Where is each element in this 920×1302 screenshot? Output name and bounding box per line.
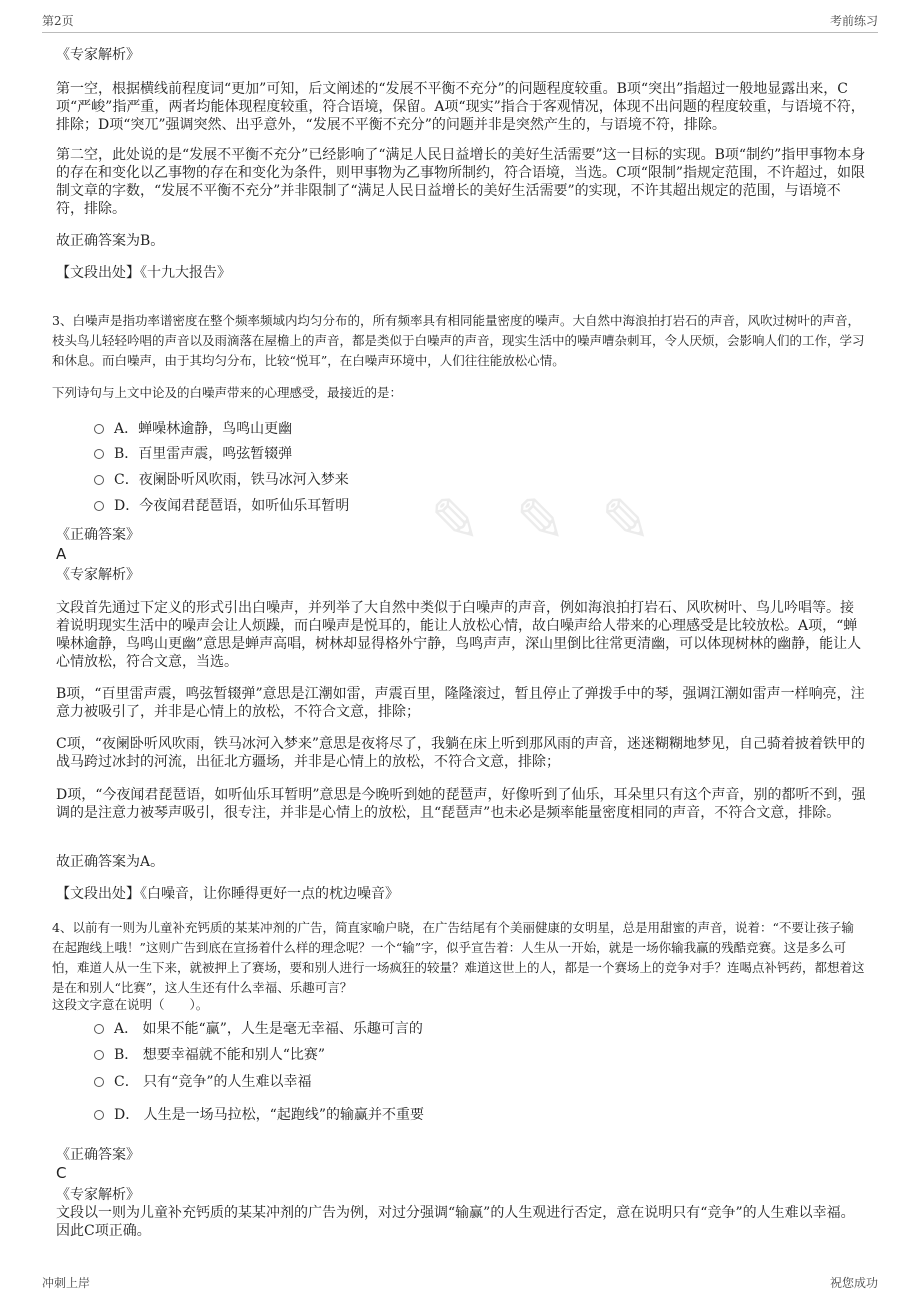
page-footer bbox=[42, 1274, 878, 1294]
option-c[interactable]: C．夜阑卧听风吹雨，铁马冰河入梦来 bbox=[94, 471, 349, 489]
option-b[interactable]: B．百里雷声震，鸣弦暂辍弹 bbox=[94, 445, 292, 463]
analysis-paragraph: 第二空，此处说的是“发展不平衡不充分”已经影响了“满足人民日益增长的美好生活需要”这一目标的实现。B项“制约”指甲事物本身的存在和变化以乙事物的存在和变化为条件，则甲事物为乙事物所制约，符合语境，当选。C项“限制”指规定范围，不许超过，如限制文章的字数，“发展不平衡不充分”并非限制了“满足人民日益增长的美好生活需要”的实现，不许其超出规定的范围，与语境不符，排除。 bbox=[56, 147, 866, 217]
question-stem: 4、以前有一则为儿童补充钙质的某某冲剂的广告，简直家喻户晓，在广告结尾有个美丽健康的女明星，总是用甜蜜的声音，说着：“不要让孩子输在起跑线上哦！”这则广告到底在宣扬着什么样的理念呢？一个“输”字，似乎宣告着：人生从一开始，就是一场你输我赢的残酷竞赛。这是多么可怕，难道人从一生下来，就被押上了赛场，要和别人进行一场疯狂的较量？难道这世上的人，都是一个赛场上的竞争对手？连喝点补钙药，都想着这是在和别人“比赛”，这人生还有什么幸福、乐趣可言？ bbox=[52, 920, 865, 995]
source-citation: 【文段出处】《十九大报告》 bbox=[56, 265, 231, 281]
option-b[interactable]: B． 想要幸福就不能和别人“比赛” bbox=[94, 1046, 325, 1064]
conclusion: 故正确答案为B。 bbox=[56, 233, 165, 249]
analysis-paragraph: C项，“夜阑卧听风吹雨，铁马冰河入梦来”意思是夜将尽了，我躺在床上听到那风雨的声音，迷迷糊糊地梦见，自己骑着披着铁甲的战马跨过冰封的河流，出征北方疆场，并非是心情上的放松，不符合文意，排除； bbox=[56, 736, 866, 770]
source-citation: 【文段出处】《白噪音，让你睡得更好一点的枕边噪音》 bbox=[56, 886, 399, 902]
footer-right: 祝您成功 bbox=[829, 1276, 878, 1290]
header-title: 考前练习 bbox=[829, 14, 878, 28]
correct-answer-label: 《正确答案》 bbox=[56, 1147, 140, 1163]
radio-icon[interactable] bbox=[94, 449, 104, 459]
analysis-paragraph: 文段首先通过下定义的形式引出白噪声，并列举了大自然中类似于白噪声的声音，例如海浪拍打岩石、风吹树叶、鸟儿吟唱等。接着说明现实生活中的噪声会让人烦躁，而白噪声是悦耳的，能让人放松心情，故白噪声给人带来的心理感受是比较放松。A项，“蝉噪林逾静，鸟鸣山更幽”意思是蝉声高唱，树林却显得格外宁静，鸟鸣声声，深山里倒比往常更清幽，可以体现树林的幽静，能让人心情放松，符合文意，当选。 bbox=[56, 600, 862, 670]
radio-icon[interactable] bbox=[94, 424, 104, 434]
radio-icon[interactable] bbox=[94, 1050, 104, 1060]
option-d[interactable]: D． 人生是一场马拉松，“起跑线”的输赢并不重要 bbox=[94, 1106, 424, 1124]
analysis-paragraph: D项，“今夜闻君琵琶语，如听仙乐耳暂明”意思是今晚听到她的琵琶声，好像听到了仙乐，耳朵里只有这个声音，别的都听不到，强调的是注意力被琴声吸引，很专注，并非是心情上的放松，且“琵琶声”也未必是频率能量密度相同的声音，不符合文意，排除。 bbox=[56, 787, 866, 821]
question-stem: 3、白噪声是指功率谱密度在整个频率频域内均匀分布的，所有频率具有相同能量密度的噪声。大自然中海浪拍打岩石的声音，风吹过树叶的声音，枝头鸟儿轻轻吟唱的声音以及雨滴落在屋檐上的声音，都是类似于白噪声的声音，现实生活中的噪声嘈杂刺耳，令人厌烦，会影响人们的工作，学习和休息。而白噪声，由于其均匀分布，比较“悦耳”，在白噪声环境中，人们往往能放松心情。 bbox=[52, 313, 865, 368]
footer-left: 冲刺上岸 bbox=[42, 1276, 91, 1290]
option-c[interactable]: C． 只有“竞争”的人生难以幸福 bbox=[94, 1073, 311, 1091]
radio-icon[interactable] bbox=[94, 1024, 104, 1034]
correct-answer-label: 《正确答案》 bbox=[56, 527, 140, 543]
page-header bbox=[42, 12, 878, 33]
correct-answer: A bbox=[56, 545, 67, 563]
analysis-paragraph: 第一空，根据横线前程度词“更加”可知，后文阐述的“发展不平衡不充分”的问题程度较重。B项“突出”指超过一般地显露出来，C项“严峻”指严重，两者均能体现程度较重，符合语境，保留。A项“现实”指合于客观情况，体现不出问题的程度较重，与语境不符，排除；D项“突兀”强调突然、出乎意外，“发展不平衡不充分”的问题并非是突然产生的，与语境不符，排除。 bbox=[56, 81, 865, 133]
page-number: 第2页 bbox=[42, 14, 74, 28]
analysis-paragraph: B项，“百里雷声震，鸣弦暂辍弹”意思是江潮如雷，声震百里，隆隆滚过，暂且停止了弹拨手中的琴，强调江潮如雷声一样响亮，注意力被吸引了，并非是心情上的放松，不符合文意，排除； bbox=[56, 686, 865, 720]
watermark: ✎ ✎ ✎ bbox=[430, 486, 659, 556]
radio-icon[interactable] bbox=[94, 1077, 104, 1087]
option-a[interactable]: A．蝉噪林逾静，鸟鸣山更幽 bbox=[94, 420, 292, 438]
radio-icon[interactable] bbox=[94, 1110, 104, 1120]
expert-analysis-label: 《专家解析》 bbox=[56, 1187, 140, 1203]
analysis-paragraph: 文段以一则为儿童补充钙质的某某冲剂的广告为例，对过分强调“输赢”的人生观进行否定，意在说明只有“竞争”的人生难以幸福。因此C项正确。 bbox=[56, 1205, 855, 1239]
conclusion: 故正确答案为A。 bbox=[56, 854, 165, 870]
option-a[interactable]: A． 如果不能“赢”，人生是毫无幸福、乐趣可言的 bbox=[94, 1020, 423, 1038]
radio-icon[interactable] bbox=[94, 475, 104, 485]
option-d[interactable]: D．今夜闻君琵琶语，如听仙乐耳暂明 bbox=[94, 497, 349, 515]
correct-answer: C bbox=[56, 1164, 67, 1182]
expert-analysis-label: 《专家解析》 bbox=[56, 47, 140, 63]
radio-icon[interactable] bbox=[94, 501, 104, 511]
question-prompt: 下列诗句与上文中论及的白噪声带来的心理感受，最接近的是： bbox=[52, 385, 403, 400]
question-prompt: 这段文字意在说明（ ）。 bbox=[52, 997, 209, 1012]
expert-analysis-label: 《专家解析》 bbox=[56, 567, 140, 583]
